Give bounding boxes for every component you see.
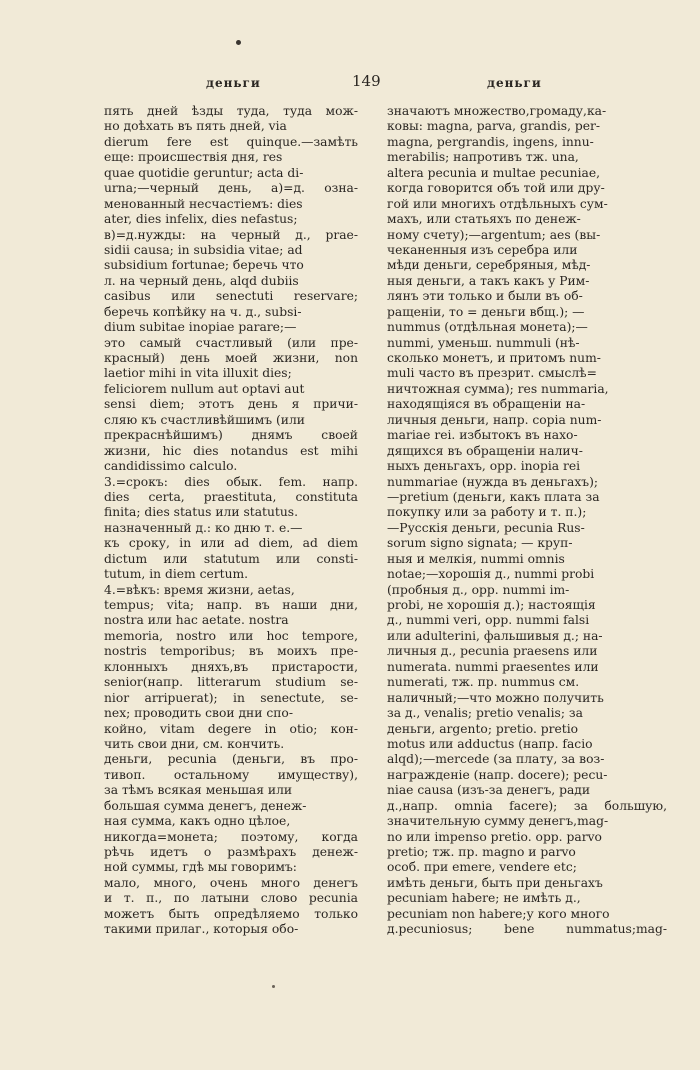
left-column xyxy=(104,104,358,938)
right-headword: деньги xyxy=(487,76,542,90)
text-line: casibus или senectuti reservare; xyxy=(104,289,358,304)
text-line: но доѣхать въ пять дней, via xyxy=(104,119,287,134)
text-line: candidissimo calculo. xyxy=(104,459,238,474)
text-line: sorum signo signata; — круп- xyxy=(387,536,573,551)
text-line: nostris temporibus; въ моихъ пре- xyxy=(104,644,358,659)
text-line: altera pecunia и multae pecuniae, xyxy=(387,165,601,180)
text-line: feliciorem nullum aut optavi aut xyxy=(104,381,305,396)
text-line: мѣди деньги, серебряныя, мѣд- xyxy=(387,258,591,273)
text-line: laetior mihi in vita illuxit dies; xyxy=(104,366,292,381)
text-line: senior(напр. litterarum studium se- xyxy=(104,675,358,690)
text-line: nummi, уменьш. nummuli (нѣ- xyxy=(387,335,580,350)
text-line: деньги, pecunia (деньги, въ про- xyxy=(104,752,358,767)
text-line: прекраснѣйшимъ) днямъ своей xyxy=(104,428,358,443)
text-line: имѣть деньги, быть при деньгахъ xyxy=(387,875,603,890)
text-line: pecuniam non habere;у кого много xyxy=(387,906,610,921)
text-line: quae quotidie geruntur; acta di- xyxy=(104,165,304,180)
text-line: probi, не хорошія д.); настоящія xyxy=(387,598,596,612)
text-line: лянъ эти только и были въ об- xyxy=(387,289,583,304)
text-line: значаютъ множество,громаду,ка- xyxy=(387,104,607,118)
ink-speck xyxy=(272,985,275,988)
text-line: клонныхъ дняхъ,въ пристарости, xyxy=(104,659,358,674)
text-line: гой или многихъ отдѣльныхъ сум- xyxy=(387,196,608,211)
text-line: когда говорится объ той или дру- xyxy=(387,181,605,196)
text-line: назначенный д.: ко дню т. е.— xyxy=(104,520,303,535)
text-line: alqd);—mercede (за плату, за воз- xyxy=(387,752,605,767)
text-line: muli часто въ презрит. смыслѣ= xyxy=(387,366,597,381)
text-line: nior arripuerat); in senectute, se- xyxy=(104,690,358,705)
text-line: такими прилаг., которыя обо- xyxy=(104,922,299,937)
text-line: махъ, или статьяхъ по денеж- xyxy=(387,212,581,227)
text-line: наличный;—что можно получить xyxy=(387,690,604,705)
text-line: ной суммы, гдѣ мы говоримъ: xyxy=(104,860,297,875)
text-line: pretio; тж. пр. magno и parvo xyxy=(387,845,576,859)
text-line: покупку или за работу и т. п.); xyxy=(387,505,587,520)
right-column xyxy=(387,104,667,938)
text-line: nummariae (нужда въ деньгахъ); xyxy=(387,474,599,489)
text-line: сколько монетъ, и притомъ num- xyxy=(387,351,601,365)
text-line: за тѣмъ всякая меньшая или xyxy=(104,783,293,798)
text-line: д., nummi veri, opp. nummi falsi xyxy=(387,613,590,628)
text-line: за д., venalis; pretio venalis; за xyxy=(387,706,583,721)
text-line: numerati, тж. пр. nummus см. xyxy=(387,675,580,690)
text-line: д.pecuniosus; bene nummatus;mag- xyxy=(387,922,667,937)
text-line: subsidium fortunae; беречь что xyxy=(104,258,304,273)
text-line: или adulterini, фальшивыя д.; на- xyxy=(387,628,603,643)
text-line: sidii causa; in subsidia vitae; ad xyxy=(104,242,303,257)
text-line: tutum, in diem certum. xyxy=(104,567,249,582)
text-line: dium subitae inopiae parare;— xyxy=(104,320,297,335)
text-line: никогда=монета; поэтому, когда xyxy=(104,829,358,844)
text-line: значительную сумму денегъ,mag- xyxy=(387,814,609,829)
text-line: ater, dies infelix, dies nefastus; xyxy=(104,212,298,227)
text-line: nostra или hac aetate. nostra xyxy=(104,613,289,628)
text-line: тивоп. остальному имуществу), xyxy=(104,767,358,782)
text-line: койно, vitam degere in otio; кон- xyxy=(104,721,358,736)
text-line: чеканенныя изъ серебра или xyxy=(387,242,578,257)
text-line: это самый счастливый (или пре- xyxy=(104,335,358,350)
text-line: награжденіе (напр. docere); pecu- xyxy=(387,767,608,782)
text-line: notae;—хорошія д., nummi probi xyxy=(387,567,595,582)
text-line: ковы: magna, parva, grandis, per- xyxy=(387,119,601,134)
text-line: no или impenso pretio. opp. parvo xyxy=(387,829,602,844)
text-line: 3.=срокъ: dies обык. fem. напр. xyxy=(104,474,358,489)
text-line: находящіяся въ обращеніи на- xyxy=(387,397,586,412)
text-line: ращеніи, то = деньги вбщ.); — xyxy=(387,304,585,319)
text-line: ныя деньги, а такъ какъ у Рим- xyxy=(387,273,590,288)
text-line: dies certa, praestituta, constituta xyxy=(104,489,358,504)
text-line: ная сумма, какъ одно цѣлое, xyxy=(104,814,291,829)
text-line: сляю къ счастливѣйшимъ (или xyxy=(104,412,305,427)
text-line: дящихся въ обращеніи налич- xyxy=(387,443,583,458)
text-line: mariae rei. избытокъ въ нахо- xyxy=(387,428,578,443)
text-line: ному счету);—argentum; aes (вы- xyxy=(387,227,601,242)
text-line: рѣчь идетъ о размѣрахъ денеж- xyxy=(104,845,358,859)
text-line: и т. п., по латыни слово pecunia xyxy=(104,891,358,906)
text-line: motus или adductus (напр. facio xyxy=(387,736,593,751)
ink-speck xyxy=(236,40,241,45)
text-line: л. на черный день, alqd dubiis xyxy=(104,273,299,288)
text-line: большая сумма денегъ, денеж- xyxy=(104,798,307,813)
text-line: мало, много, очень много денегъ xyxy=(104,875,358,890)
text-line: urna;—черный день, a)=д. озна- xyxy=(104,181,358,196)
text-line: 4.=вѣкъ: время жизни, aetas, xyxy=(104,582,295,597)
text-line: tempus; vita; напр. въ наши дни, xyxy=(104,598,358,612)
text-line: чить свои дни, см. кончить. xyxy=(104,736,285,751)
text-line: ныхъ деньгахъ, opp. inopia rei xyxy=(387,459,581,474)
text-line: dierum fere est quinque.—замѣть xyxy=(104,134,358,149)
text-line: красный) день моей жизни, non xyxy=(104,351,358,365)
text-line: особ. при emere, vendere etc; xyxy=(387,860,577,875)
text-line: memoria, nostro или hoc tempore, xyxy=(104,628,358,643)
text-line: можетъ быть опредѣляемо только xyxy=(104,906,358,921)
text-line: жизни, hic dies notandus est mihi xyxy=(104,443,358,458)
text-line: nex; проводить свои дни спо- xyxy=(104,706,293,721)
text-line: —Русскія деньги, pecunia Rus- xyxy=(387,520,585,535)
page-number: 149 xyxy=(352,72,381,90)
text-line: pecuniam habere; не имѣть д., xyxy=(387,891,581,906)
text-line: в)=д.нужды: на черный д., prae- xyxy=(104,227,358,242)
text-line: niae causa (изъ-за денегъ, ради xyxy=(387,783,591,798)
text-line: dictum или statutum или consti- xyxy=(104,551,358,566)
text-line: ничтожная сумма); res nummaria, xyxy=(387,381,609,396)
text-line: finita; dies status или statutus. xyxy=(104,505,298,520)
text-line: nummus (отдѣльная монета);— xyxy=(387,320,588,335)
text-line: numerata. nummi praesentes или xyxy=(387,659,599,674)
running-header xyxy=(0,72,700,96)
text-line: деньги, argento; pretio. pretio xyxy=(387,721,579,736)
text-line: sensi diem; этотъ день я причи- xyxy=(104,397,358,412)
text-line: личныя деньги, напр. copia num- xyxy=(387,412,602,427)
text-line: (пробныя д., opp. nummi im- xyxy=(387,582,570,597)
text-line: къ сроку, in или ad diem, ad diem xyxy=(104,536,358,551)
text-line: личныя д., pecunia praesens или xyxy=(387,644,598,659)
text-line: ныя и мелкія, nummi omnis xyxy=(387,551,565,566)
text-line: magna, pergrandis, ingens, innu- xyxy=(387,134,594,149)
left-headword: деньги xyxy=(206,76,261,90)
text-line: пять дней ѣзды туда, туда мож- xyxy=(104,104,358,118)
text-line: еще: происшествія дня, res xyxy=(104,150,283,165)
text-line: merabilis; напротивъ тж. una, xyxy=(387,150,579,165)
text-line: менованный несчастіемъ: dies xyxy=(104,196,303,211)
text-line: д.,напр. omnia facere); за большую, xyxy=(387,798,667,813)
text-line: беречь копѣйку на ч. д., subsi- xyxy=(104,304,302,319)
text-line: —pretium (деньги, какъ плата за xyxy=(387,489,600,504)
